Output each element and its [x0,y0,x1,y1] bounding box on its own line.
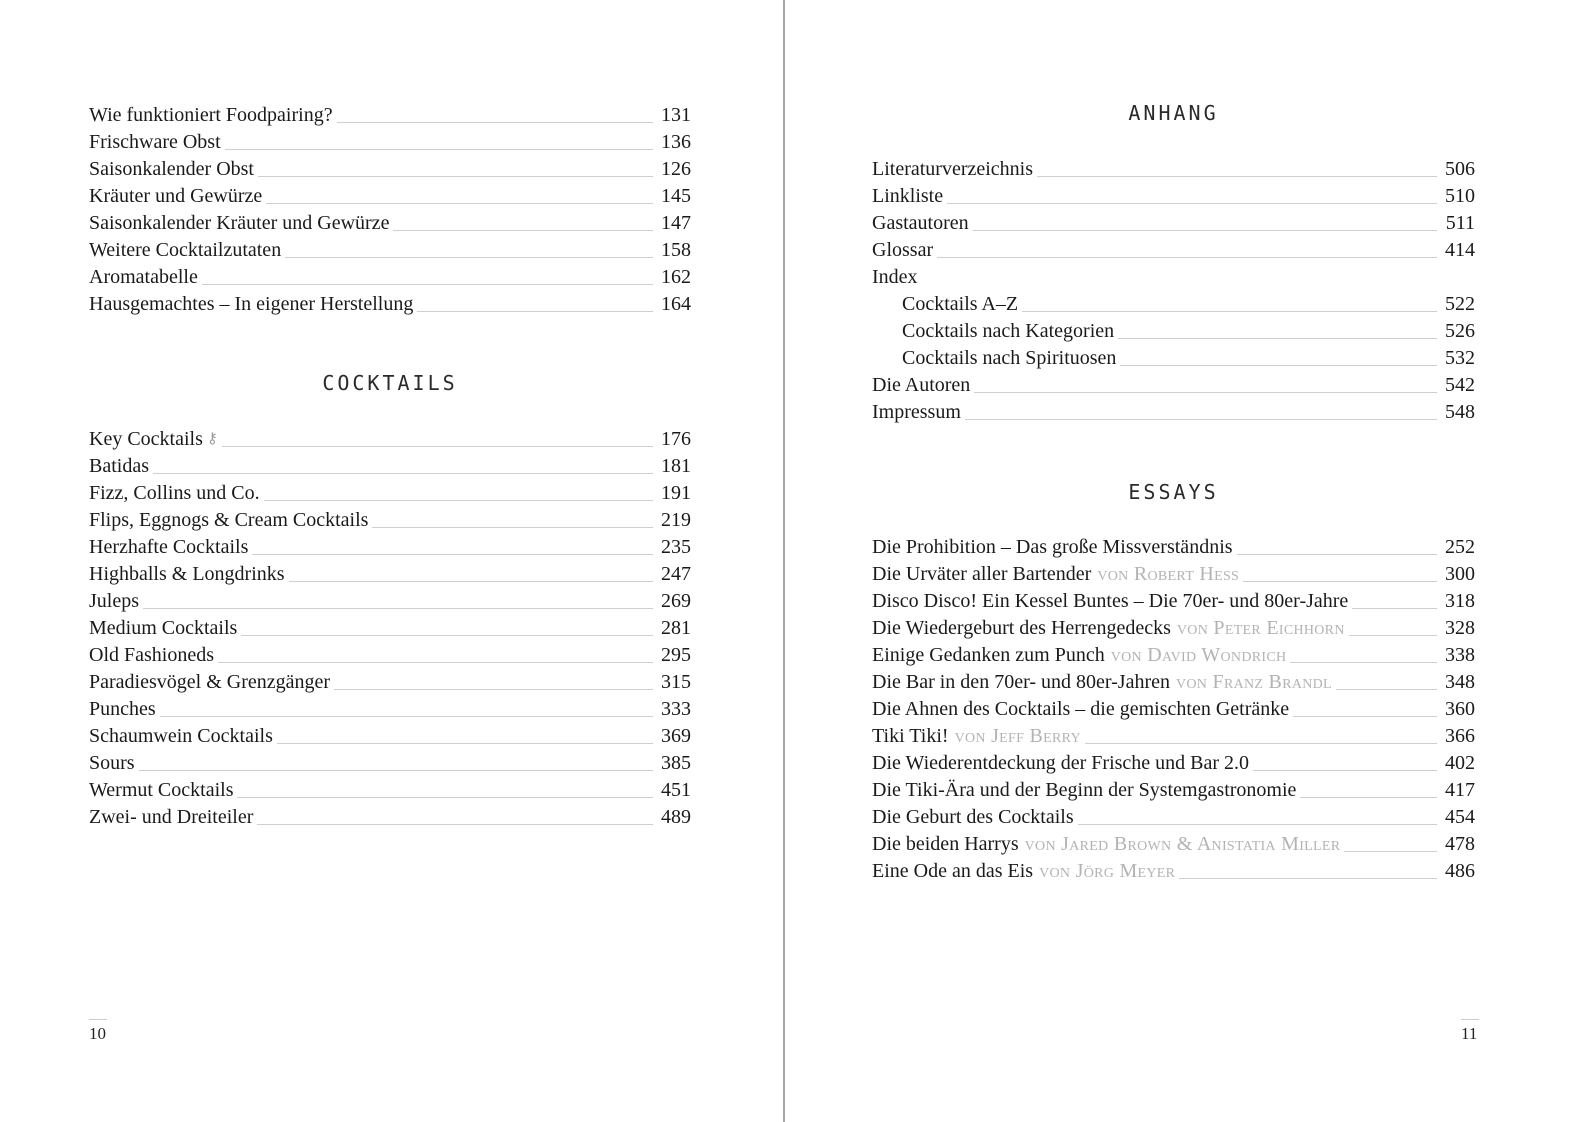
anhang-section-heading: ANHANG [1128,101,1219,125]
dot-leader [1300,797,1437,798]
toc-entry[interactable] [872,318,1475,345]
right-page [785,0,1571,1122]
toc-entry-title: Cocktails nach Kategorien [902,320,1115,342]
left-page [0,0,783,1122]
toc-entry-title: Highballs & Longdrinks [89,563,285,585]
dot-leader [1022,311,1437,312]
toc-entry[interactable] [872,183,1475,210]
toc-entry[interactable] [89,615,691,642]
dot-leader [1336,689,1437,690]
dot-leader [257,824,653,825]
toc-entry-author: von David Wondrich [1110,644,1287,666]
toc-entry-page-number: 417 [1445,779,1475,801]
toc-entry[interactable] [89,426,691,453]
toc-entry-title: Die Wiederentdeckung der Frische und Bar 2.0 [872,752,1250,774]
anhang-toc-list [872,156,1475,426]
toc-entry-page-number: 486 [1445,860,1475,882]
toc-entry-page-number: 219 [661,509,691,531]
toc-entry-title: Fizz, Collins und Co. [89,482,260,504]
toc-entry-title: Saisonkalender Obst [89,158,254,180]
dot-leader [1179,878,1437,879]
cocktails-toc-list [89,426,691,831]
toc-entry[interactable] [872,615,1475,642]
toc-entry[interactable] [89,129,691,156]
folio-rule [89,1019,107,1020]
toc-entry-title: Wie funktioniert Foodpairing? [89,104,333,126]
dot-leader [965,419,1437,420]
dot-leader [153,473,653,474]
toc-entry-page-number: 548 [1445,401,1475,423]
toc-entry[interactable] [89,237,691,264]
toc-entry-title: Medium Cocktails [89,617,238,639]
toc-entry-page-number: 369 [661,725,691,747]
toc-entry-title: Hausgemachtes – In eigener Herstellung [89,293,414,315]
toc-entry-page-number: 235 [661,536,691,558]
toc-entry-page-number: 360 [1445,698,1475,720]
toc-entry[interactable] [89,669,691,696]
toc-entry-page-number: 181 [661,455,691,477]
dot-leader [1352,608,1437,609]
toc-entry-page-number: 191 [661,482,691,504]
toc-entry[interactable] [89,723,691,750]
toc-entry-title: Schaumwein Cocktails [89,725,273,747]
toc-entry-author: von Jeff Berry [954,725,1081,747]
essays-section-heading: ESSAYS [1128,480,1219,504]
toc-entry[interactable] [872,372,1475,399]
toc-entry-author: von Peter Eichhorn [1176,617,1345,639]
toc-entry-page-number: 131 [661,104,691,126]
dot-leader [225,149,653,150]
toc-entry-page-number: 454 [1445,806,1475,828]
dot-leader [252,554,653,555]
dot-leader [1253,770,1437,771]
dot-leader [1237,554,1437,555]
toc-entry-title: Juleps [89,590,139,612]
toc-entry[interactable] [872,237,1475,264]
toc-entry-page-number: 269 [661,590,691,612]
toc-entry-page-number: 402 [1445,752,1475,774]
toc-entry-title: Die Ahnen des Cocktails – die gemischten Getränke [872,698,1290,720]
toc-entry-page-number: 318 [1445,590,1475,612]
toc-entry-page-number: 526 [1445,320,1475,342]
toc-entry-title: Die Bar in den 70er- und 80er-Jahren [872,671,1170,693]
toc-entry[interactable] [89,777,691,804]
dot-leader [1120,365,1437,366]
toc-entry-page-number: 176 [661,428,691,450]
toc-entry-page-number: 511 [1445,212,1475,234]
toc-entry[interactable] [89,696,691,723]
toc-entry-title: Sours [89,752,135,774]
essays-toc-list [872,534,1475,885]
toc-entry[interactable] [89,804,691,831]
toc-entry[interactable] [872,534,1475,561]
dot-leader [264,500,653,501]
toc-entry-title: Herzhafte Cocktails [89,536,249,558]
dot-leader [1349,635,1437,636]
toc-entry-title: Paradiesvögel & Grenzgänger [89,671,331,693]
toc-entry-page-number: 532 [1445,347,1475,369]
toc-entry[interactable] [872,264,1475,291]
toc-entry[interactable] [872,723,1475,750]
toc-entry-page-number: 451 [661,779,691,801]
toc-entry-page-number: 252 [1445,536,1475,558]
toc-entry[interactable] [89,210,691,237]
toc-entry-page-number: 158 [661,239,691,261]
toc-entry-title: Tiki Tiki! [872,725,949,747]
toc-entry-page-number: 542 [1445,374,1475,396]
toc-entry-page-number: 333 [661,698,691,720]
dot-leader [393,230,653,231]
toc-entry-page-number: 126 [661,158,691,180]
toc-entry-title: Batidas [89,455,149,477]
folio-rule [1461,1019,1479,1020]
toc-entry-title: Weitere Cocktailzutaten [89,239,282,261]
toc-entry[interactable] [89,561,691,588]
toc-entry[interactable] [872,804,1475,831]
toc-entry[interactable] [872,210,1475,237]
toc-entry[interactable] [89,156,691,183]
toc-entry[interactable] [89,642,691,669]
toc-entry-page-number: 162 [661,266,691,288]
dot-leader [289,581,653,582]
dot-leader [258,176,653,177]
toc-entry-title: Cocktails nach Spirituosen [902,347,1117,369]
page-number-left: 10 [89,1024,106,1043]
toc-entry-title: Glossar [872,239,934,261]
dot-leader [1037,176,1437,177]
dot-leader [160,716,653,717]
toc-entry[interactable] [89,102,691,129]
toc-entry-title: Literaturverzeichnis [872,158,1034,180]
toc-entry-title: Die Tiki-Ära und der Beginn der Systemgastronomie [872,779,1297,801]
dot-leader [1290,662,1437,663]
toc-entry-title: Flips, Eggnogs & Cream Cocktails [89,509,369,531]
toc-entry[interactable] [872,669,1475,696]
toc-entry-title: Old Fashioneds [89,644,214,666]
dot-leader [266,203,653,204]
toc-entry-title: Die Prohibition – Das große Missverständnis [872,536,1233,558]
toc-entry-title: Punches [89,698,156,720]
toc-entry[interactable] [872,399,1475,426]
toc-entry-title: Cocktails A–Z [902,293,1019,315]
toc-entry[interactable] [872,642,1475,669]
dot-leader [334,689,653,690]
toc-entry-title: Linkliste [872,185,944,207]
toc-entry[interactable] [89,264,691,291]
toc-entry-title: Die Urväter aller Bartender [872,563,1092,585]
dot-leader [1344,851,1437,852]
toc-entry-title: Index [872,266,918,288]
toc-entry-title: Disco Disco! Ein Kessel Buntes – Die 70er- und 80er-Jahre [872,590,1349,612]
dot-leader [218,662,653,663]
toc-entry-title: Key Cocktails [89,428,203,450]
toc-entry-page-number: 366 [1445,725,1475,747]
dot-leader [937,257,1437,258]
toc-entry-page-number: 315 [661,671,691,693]
dot-leader [241,635,653,636]
dot-leader [202,284,653,285]
toc-entry[interactable] [872,588,1475,615]
toc-entry-page-number: 348 [1445,671,1475,693]
toc-entry-page-number: 281 [661,617,691,639]
toc-entry-page-number: 510 [1445,185,1475,207]
toc-entry[interactable] [89,291,691,318]
toc-entry-page-number: 295 [661,644,691,666]
toc-entry[interactable] [872,696,1475,723]
toc-entry[interactable] [89,453,691,480]
toc-entry-author: von Franz Brandl [1175,671,1332,693]
toc-entry[interactable] [872,750,1475,777]
toc-entry-page-number: 478 [1445,833,1475,855]
toc-entry-title: Aromatabelle [89,266,198,288]
cocktails-section-heading: COCKTAILS [322,371,458,395]
toc-entry-page-number: 522 [1445,293,1475,315]
toc-entry[interactable] [89,588,691,615]
toc-entry-author: von Jörg Meyer [1039,860,1176,882]
toc-entry-title: Wermut Cocktails [89,779,234,801]
dot-leader [974,392,1437,393]
toc-entry-title: Die Wiedergeburt des Herrengedecks [872,617,1171,639]
toc-entry[interactable] [872,858,1475,885]
toc-entry-page-number: 328 [1445,617,1475,639]
page-number-right: 11 [1461,1024,1478,1043]
toc-entry-title: Gastautoren [872,212,969,234]
toc-entry[interactable] [872,561,1475,588]
toc-entry-title: Impressum [872,401,961,423]
dot-leader [372,527,653,528]
dot-leader [337,122,653,123]
toc-entry-title: Kräuter und Gewürze [89,185,263,207]
toc-entry-title: Die Autoren [872,374,971,396]
toc-entry-page-number: 164 [661,293,691,315]
dot-leader [277,743,653,744]
toc-entry-title: Die Geburt des Cocktails [872,806,1074,828]
dot-leader [139,770,653,771]
toc-entry[interactable] [89,183,691,210]
dot-leader [947,203,1437,204]
dot-leader [1118,338,1437,339]
dot-leader [237,797,653,798]
dot-leader [1243,581,1437,582]
toc-entry[interactable] [89,507,691,534]
toc-entry-page-number: 247 [661,563,691,585]
toc-entry-page-number: 300 [1445,563,1475,585]
toc-entry-title: Frischware Obst [89,131,221,153]
toc-entry-page-number: 147 [661,212,691,234]
toc-entry-title: Zwei- und Dreiteiler [89,806,254,828]
toc-entry[interactable] [872,291,1475,318]
dot-leader [285,257,653,258]
dot-leader [1293,716,1437,717]
dot-leader [1078,824,1437,825]
toc-entry-title: Einige Gedanken zum Punch [872,644,1105,666]
toc-entry-page-number: 136 [661,131,691,153]
toc-entry[interactable] [89,480,691,507]
intro-toc-list [89,102,691,318]
dot-leader [1085,743,1437,744]
dot-leader [973,230,1437,231]
toc-entry-author: von Robert Hess [1097,563,1240,585]
toc-entry-title: Eine Ode an das Eis [872,860,1034,882]
toc-entry[interactable] [872,345,1475,372]
toc-entry[interactable] [872,777,1475,804]
toc-entry-page-number: 338 [1445,644,1475,666]
dot-leader [222,446,653,447]
toc-entry-page-number: 489 [661,806,691,828]
dot-leader [143,608,653,609]
toc-entry-page-number: 414 [1445,239,1475,261]
toc-entry[interactable] [872,156,1475,183]
toc-entry-title: Saisonkalender Kräuter und Gewürze [89,212,390,234]
key-icon: ⚷ [206,431,218,447]
toc-entry[interactable] [89,750,691,777]
toc-entry-page-number: 506 [1445,158,1475,180]
toc-entry-page-number: 145 [661,185,691,207]
toc-entry[interactable] [89,534,691,561]
toc-entry[interactable] [872,831,1475,858]
dot-leader [417,311,653,312]
toc-entry-page-number: 385 [661,752,691,774]
toc-entry-title: Die beiden Harrys [872,833,1019,855]
toc-entry-author: von Jared Brown & Anistatia Miller [1024,833,1341,855]
